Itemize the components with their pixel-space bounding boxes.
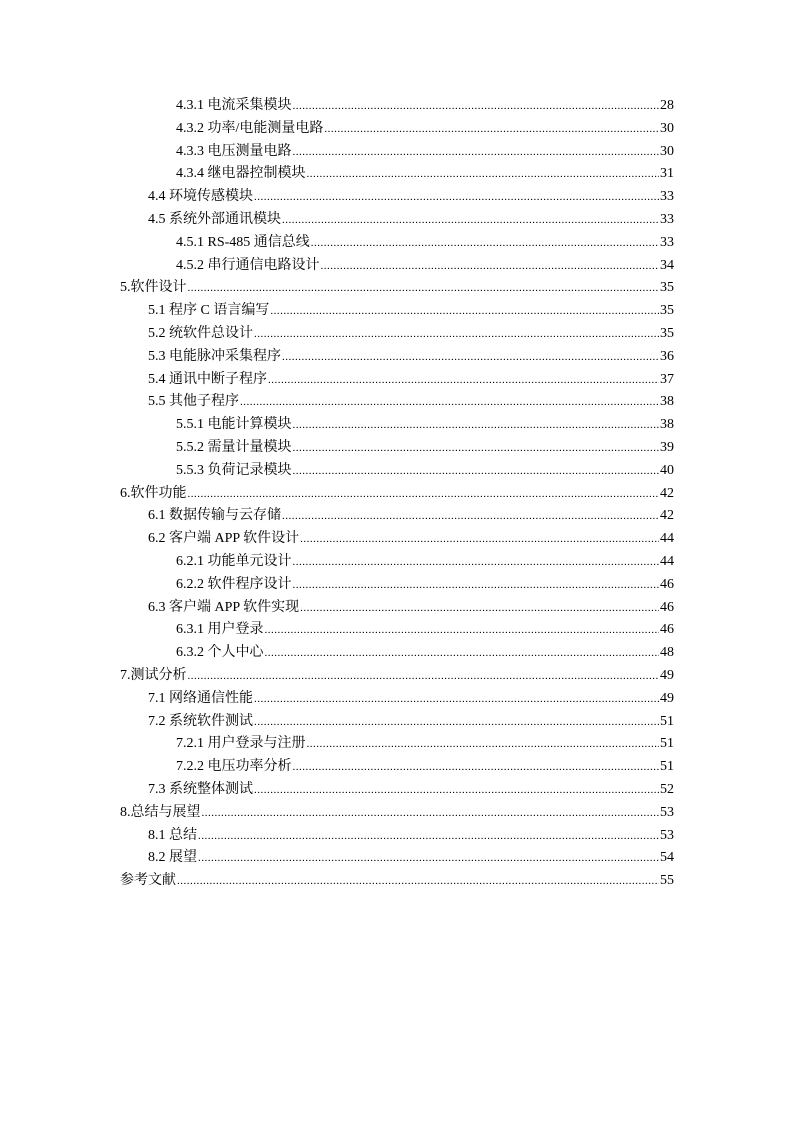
toc-dot-leader	[198, 853, 659, 864]
toc-dot-leader	[321, 261, 660, 272]
toc-entry-page-number: 38	[660, 417, 674, 433]
toc-entry[interactable]	[120, 642, 674, 665]
toc-entry-page-number: 36	[660, 348, 674, 364]
toc-entry[interactable]	[120, 574, 674, 597]
toc-dot-leader	[293, 762, 660, 773]
toc-entry-title: 4.5.2 串行通信电路设计	[176, 257, 320, 273]
toc-dot-leader	[254, 192, 659, 203]
toc-entry[interactable]	[120, 118, 674, 141]
toc-dot-leader	[293, 466, 660, 477]
toc-entry[interactable]	[120, 597, 674, 620]
toc-dot-leader	[254, 717, 659, 728]
toc-entry-page-number: 31	[660, 166, 674, 182]
toc-dot-leader	[270, 306, 659, 317]
toc-entry-page-number: 30	[660, 120, 674, 136]
toc-dot-leader	[254, 785, 659, 796]
toc-dot-leader	[293, 101, 660, 112]
toc-entry-page-number: 35	[660, 303, 674, 319]
toc-entry[interactable]	[120, 756, 674, 779]
toc-entry[interactable]	[120, 619, 674, 642]
toc-entry-title: 7.2.1 用户登录与注册	[176, 736, 306, 752]
toc-dot-leader	[188, 283, 660, 294]
toc-entry-page-number: 35	[660, 280, 674, 296]
toc-entry-title: 5.5.1 电能计算模块	[176, 417, 292, 433]
toc-entry[interactable]	[120, 369, 674, 392]
toc-entry[interactable]	[120, 232, 674, 255]
toc-entry-page-number: 54	[660, 850, 674, 866]
toc-entry[interactable]	[120, 414, 674, 437]
toc-entry-title: 7.2.2 电压功率分析	[176, 759, 292, 775]
toc-entry[interactable]	[120, 277, 674, 300]
toc-dot-leader	[254, 694, 659, 705]
toc-entry-title: 8.1 总结	[148, 827, 197, 843]
toc-entry-title: 4.5.1 RS-485 通信总线	[176, 234, 310, 250]
toc-entry-title: 4.4 环境传感模块	[148, 189, 253, 205]
toc-entry-page-number: 48	[660, 645, 674, 661]
toc-entry-page-number: 46	[660, 599, 674, 615]
toc-entry-title: 5.2 统软件总设计	[148, 325, 253, 341]
toc-entry-title: 6.软件功能	[120, 485, 187, 501]
toc-entry-title: 6.3.1 用户登录	[176, 622, 264, 638]
toc-entry-title: 5.3 电能脉冲采集程序	[148, 348, 281, 364]
toc-entry[interactable]	[120, 802, 674, 825]
toc-entry-page-number: 53	[660, 804, 674, 820]
toc-entry[interactable]	[120, 665, 674, 688]
toc-entry-page-number: 42	[660, 508, 674, 524]
toc-dot-leader	[188, 489, 660, 500]
toc-entry-page-number: 33	[660, 234, 674, 250]
toc-entry-page-number: 28	[660, 98, 674, 113]
toc-entry-title: 6.2 客户端 APP 软件设计	[148, 531, 300, 547]
toc-entry-title: 8.2 展望	[148, 850, 197, 866]
toc-dot-leader	[293, 420, 660, 431]
toc-entry-title: 6.3 客户端 APP 软件实现	[148, 599, 300, 615]
toc-dot-leader	[293, 580, 660, 591]
toc-dot-leader	[307, 169, 660, 180]
toc-entry-page-number: 52	[660, 781, 674, 797]
toc-entry-title: 6.2.2 软件程序设计	[176, 576, 292, 592]
toc-entry[interactable]	[120, 847, 674, 870]
toc-entry-page-number: 39	[660, 439, 674, 455]
toc-dot-leader	[300, 534, 659, 545]
toc-entry-title: 7.3 系统整体测试	[148, 781, 253, 797]
toc-entry[interactable]	[120, 870, 674, 893]
toc-entry-title: 5.1 程序 C 语言编写	[148, 303, 270, 319]
toc-dot-leader	[188, 671, 660, 682]
toc-entry[interactable]	[120, 711, 674, 734]
toc-entry[interactable]	[120, 688, 674, 711]
toc-entry[interactable]	[120, 141, 674, 164]
toc-entry[interactable]	[120, 95, 674, 118]
toc-entry-page-number: 33	[660, 189, 674, 205]
toc-entry[interactable]	[120, 528, 674, 551]
toc-entry[interactable]	[120, 779, 674, 802]
toc-entry[interactable]	[120, 323, 674, 346]
toc-entry[interactable]	[120, 460, 674, 483]
toc-entry-page-number: 44	[660, 553, 674, 569]
toc-entry-page-number: 34	[660, 257, 674, 273]
toc-entry-title: 6.2.1 功能单元设计	[176, 553, 292, 569]
toc-entry-title: 4.3.3 电压测量电路	[176, 143, 292, 159]
toc-dot-leader	[324, 124, 659, 135]
table-of-contents	[120, 95, 674, 893]
toc-entry-title: 参考文献	[120, 873, 176, 889]
toc-entry-title: 4.5 系统外部通讯模块	[148, 211, 281, 227]
toc-entry[interactable]	[120, 391, 674, 414]
toc-dot-leader	[240, 397, 659, 408]
toc-dot-leader	[268, 375, 659, 386]
toc-entry-page-number: 40	[660, 462, 674, 478]
toc-entry-title: 6.3.2 个人中心	[176, 645, 264, 661]
toc-entry-title: 5.软件设计	[120, 280, 187, 296]
toc-entry[interactable]	[120, 300, 674, 323]
toc-dot-leader	[265, 625, 660, 636]
toc-entry-page-number: 35	[660, 325, 674, 341]
toc-entry-title: 5.5 其他子程序	[148, 394, 239, 410]
toc-entry[interactable]	[120, 186, 674, 209]
toc-entry[interactable]	[120, 551, 674, 574]
toc-entry-title: 7.2 系统软件测试	[148, 713, 253, 729]
toc-entry-page-number: 38	[660, 394, 674, 410]
toc-entry-page-number: 46	[660, 576, 674, 592]
toc-dot-leader	[177, 876, 659, 887]
toc-dot-leader	[307, 739, 660, 750]
toc-entry[interactable]	[120, 163, 674, 186]
toc-entry-page-number: 49	[660, 690, 674, 706]
toc-entry-title: 5.5.3 负荷记录模块	[176, 462, 292, 478]
toc-dot-leader	[282, 215, 659, 226]
toc-entry-title: 7.测试分析	[120, 667, 187, 683]
toc-entry-page-number: 53	[660, 827, 674, 843]
toc-dot-leader	[293, 443, 660, 454]
toc-entry-page-number: 51	[660, 736, 674, 752]
toc-entry-title: 4.3.1 电流采集模块	[176, 98, 292, 113]
toc-dot-leader	[293, 557, 660, 568]
toc-dot-leader	[198, 831, 659, 842]
toc-dot-leader	[293, 147, 660, 158]
toc-entry-title: 4.3.2 功率/电能测量电路	[176, 120, 324, 136]
toc-dot-leader	[300, 603, 659, 614]
toc-entry-page-number: 51	[660, 713, 674, 729]
toc-entry-page-number: 49	[660, 667, 674, 683]
toc-entry-page-number: 46	[660, 622, 674, 638]
toc-entry[interactable]	[120, 483, 674, 506]
toc-entry-title: 8.总结与展望	[120, 804, 201, 820]
toc-dot-leader	[254, 329, 659, 340]
toc-entry-title: 6.1 数据传输与云存储	[148, 508, 281, 524]
toc-entry-page-number: 30	[660, 143, 674, 159]
toc-entry-title: 7.1 网络通信性能	[148, 690, 253, 706]
toc-dot-leader	[311, 238, 659, 249]
toc-entry[interactable]	[120, 825, 674, 848]
toc-dot-leader	[265, 648, 660, 659]
toc-entry[interactable]	[120, 209, 674, 232]
toc-entry[interactable]	[120, 346, 674, 369]
toc-entry-page-number: 37	[660, 371, 674, 387]
toc-entry-title: 5.5.2 需量计量模块	[176, 439, 292, 455]
toc-entry-page-number: 51	[660, 759, 674, 775]
toc-entry[interactable]	[120, 505, 674, 528]
toc-entry-page-number: 44	[660, 531, 674, 547]
toc-entry[interactable]	[120, 437, 674, 460]
toc-entry-title: 4.3.4 继电器控制模块	[176, 166, 306, 182]
toc-entry-title: 5.4 通讯中断子程序	[148, 371, 267, 387]
toc-dot-leader	[282, 511, 659, 522]
toc-entry-page-number: 33	[660, 211, 674, 227]
toc-entry[interactable]	[120, 255, 674, 278]
toc-entry-page-number: 55	[660, 873, 674, 889]
toc-dot-leader	[202, 808, 660, 819]
toc-dot-leader	[282, 352, 659, 363]
toc-entry-page-number: 42	[660, 485, 674, 501]
toc-entry[interactable]	[120, 733, 674, 756]
